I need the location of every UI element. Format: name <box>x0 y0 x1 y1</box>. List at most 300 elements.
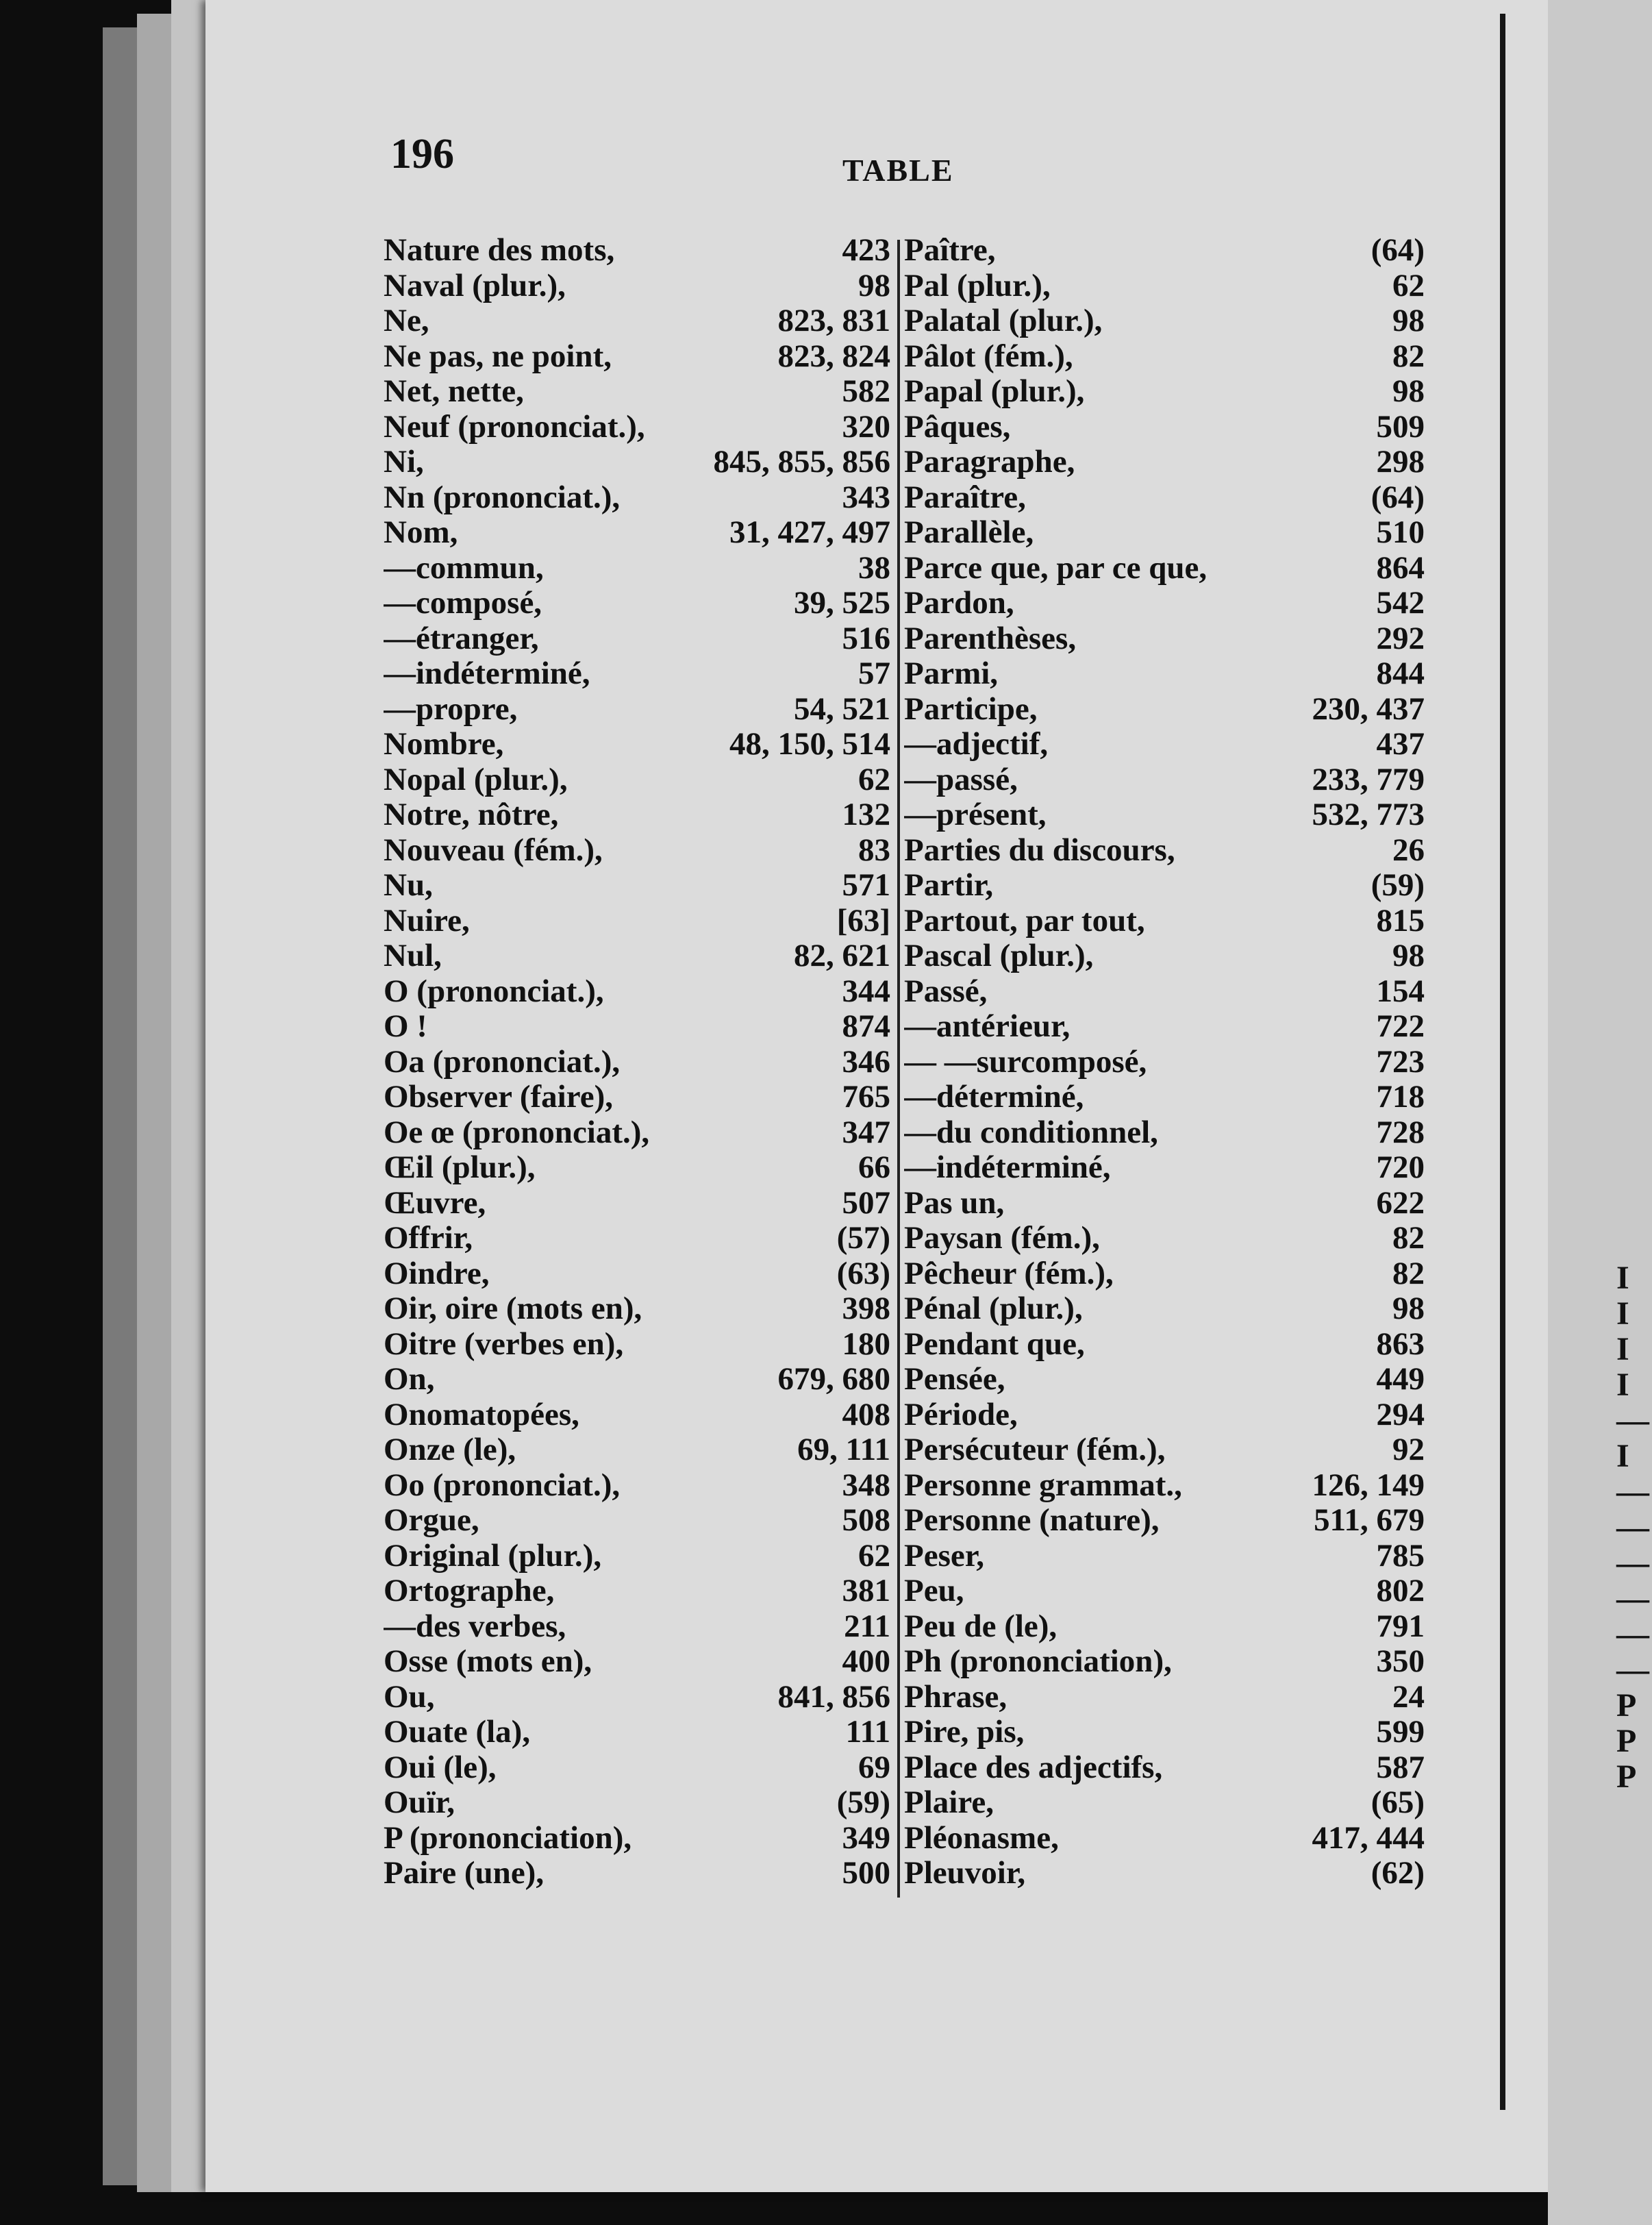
index-entry <box>384 727 890 762</box>
page-number: 196 <box>390 131 454 177</box>
entry-term: — —surcomposé, <box>904 1044 1147 1080</box>
entry-term: Papal (plur.), <box>904 374 1085 409</box>
entry-term: Oo (prononciat.), <box>384 1467 621 1503</box>
entry-reference: 845, 855, 856 <box>713 444 890 480</box>
entry-term: Pâques, <box>904 409 1011 445</box>
entry-reference: 728 <box>1376 1114 1425 1150</box>
fragment-glyph: — <box>1616 1402 1649 1439</box>
entry-term: Nopal (plur.), <box>384 762 568 797</box>
entry-term: —du conditionnel, <box>904 1115 1158 1150</box>
entry-term: Nu, <box>384 868 433 903</box>
entry-reference: 82, 621 <box>794 938 890 973</box>
entry-term: Pascal (plur.), <box>904 939 1094 973</box>
index-left-column <box>384 233 890 1891</box>
entry-term: On, <box>384 1362 435 1397</box>
index-entry <box>904 1750 1425 1786</box>
index-entry <box>384 974 890 1010</box>
fragment-glyph: — <box>1616 1474 1649 1510</box>
index-entry <box>384 1115 890 1151</box>
entry-reference: 500 <box>842 1855 890 1891</box>
index-entry <box>904 1644 1425 1680</box>
entry-term: Pas un, <box>904 1185 1005 1221</box>
index-entry <box>384 1397 890 1433</box>
entry-term: Ouate (la), <box>384 1715 531 1750</box>
entry-term: Observer (faire), <box>384 1080 613 1115</box>
entry-reference: 449 <box>1376 1361 1425 1397</box>
entry-reference: 874 <box>842 1008 890 1044</box>
index-entry <box>384 904 890 939</box>
index-entry <box>904 833 1425 869</box>
entry-term: Partir, <box>904 868 994 903</box>
entry-reference: (59) <box>1371 867 1425 903</box>
index-entry <box>384 1644 890 1680</box>
entry-reference: 509 <box>1376 408 1425 445</box>
entry-term: Original (plur.), <box>384 1538 602 1574</box>
index-entry <box>904 233 1425 269</box>
entry-term: Pensée, <box>904 1362 1005 1397</box>
entry-reference: 211 <box>844 1608 890 1644</box>
index-entry <box>384 374 890 410</box>
entry-term: Ne, <box>384 303 429 338</box>
page-title: TABLE <box>842 153 954 188</box>
entry-term: Œil (plur.), <box>384 1150 536 1185</box>
entry-term: Place des adjectifs, <box>904 1750 1163 1785</box>
entry-reference: 294 <box>1376 1396 1425 1432</box>
index-entry <box>904 1362 1425 1397</box>
index-entry <box>904 762 1425 798</box>
entry-reference: 765 <box>842 1079 890 1115</box>
entry-term: Oe œ (prononciat.), <box>384 1115 650 1150</box>
entry-reference: 802 <box>1376 1573 1425 1608</box>
entry-reference: 864 <box>1376 549 1425 586</box>
index-entry <box>384 339 890 375</box>
index-entry <box>384 515 890 551</box>
entry-reference: 582 <box>842 373 890 409</box>
entry-reference: 126, 149 <box>1312 1467 1425 1503</box>
fragment-glyph: — <box>1616 1652 1649 1688</box>
index-entry <box>384 445 890 480</box>
entry-term: Onze (le), <box>384 1432 516 1467</box>
index-entry <box>384 1574 890 1609</box>
entry-reference: 400 <box>842 1643 890 1679</box>
entry-reference: 180 <box>842 1326 890 1362</box>
entry-term: Pardon, <box>904 586 1014 621</box>
entry-reference: 349 <box>842 1819 890 1856</box>
entry-reference: 320 <box>842 408 890 445</box>
index-entry <box>384 939 890 974</box>
fragment-glyph: P <box>1616 1687 1637 1724</box>
entry-term: Nom, <box>384 515 458 550</box>
index-entry <box>384 1256 890 1292</box>
entry-reference: 62 <box>858 1537 890 1574</box>
entry-term: Nul, <box>384 939 442 973</box>
entry-reference: 69 <box>858 1749 890 1785</box>
index-entry <box>904 621 1425 657</box>
entry-reference: 815 <box>1376 902 1425 939</box>
index-entry <box>384 586 890 621</box>
index-entry <box>904 656 1425 692</box>
index-entry <box>904 1821 1425 1856</box>
entry-term: —des verbes, <box>384 1608 566 1644</box>
entry-term: Peser, <box>904 1538 985 1574</box>
entry-reference: 62 <box>1392 267 1425 303</box>
entry-reference: 92 <box>1392 1432 1425 1467</box>
entry-term: Paraître, <box>904 480 1026 515</box>
index-entry <box>904 374 1425 410</box>
entry-term: Parties du discours, <box>904 832 1175 868</box>
index-entry <box>904 797 1425 833</box>
index-entry <box>384 1468 890 1504</box>
entry-reference: 844 <box>1376 656 1425 691</box>
entry-reference: 347 <box>842 1114 890 1150</box>
entry-term: Pénal (plur.), <box>904 1291 1083 1326</box>
index-entry <box>904 1150 1425 1186</box>
index-entry <box>384 551 890 586</box>
entry-reference: (62) <box>1371 1855 1425 1891</box>
fragment-glyph: — <box>1616 1616 1649 1652</box>
index-entry <box>904 1327 1425 1363</box>
entry-reference: 722 <box>1376 1008 1425 1044</box>
index-entry <box>904 1609 1425 1645</box>
entry-term: Palatal (plur.), <box>904 303 1103 338</box>
index-entry <box>904 480 1425 516</box>
fragment-glyph: P <box>1616 1758 1637 1795</box>
entry-term: Ni, <box>384 445 424 480</box>
entry-term: —déterminé, <box>904 1080 1084 1115</box>
index-entry <box>904 1468 1425 1504</box>
index-entry <box>384 1715 890 1750</box>
gutter-line <box>1500 14 1505 2110</box>
entry-reference: 841, 856 <box>777 1678 890 1715</box>
entry-reference: 344 <box>842 973 890 1009</box>
entry-reference: (65) <box>1371 1785 1425 1820</box>
next-page-edge <box>1548 0 1652 2225</box>
entry-reference: 298 <box>1376 444 1425 480</box>
entry-term: Période, <box>904 1397 1018 1432</box>
index-entry <box>904 974 1425 1010</box>
index-entry <box>384 1821 890 1856</box>
entry-term: —antérieur, <box>904 1009 1071 1044</box>
index-entry <box>904 410 1425 445</box>
index-entry <box>384 1080 890 1115</box>
index-entry <box>384 1432 890 1468</box>
entry-term: Persécuteur (fém.), <box>904 1432 1166 1467</box>
entry-term: Ne pas, ne point, <box>384 338 612 374</box>
next-page-fragments <box>1616 1260 1652 1795</box>
index-entry <box>904 1785 1425 1821</box>
index-entry <box>904 1045 1425 1080</box>
entry-reference: 863 <box>1376 1326 1425 1362</box>
entry-reference: 622 <box>1376 1184 1425 1221</box>
entry-reference: (63) <box>836 1255 890 1291</box>
entry-term: —étranger, <box>384 621 539 656</box>
index-entry <box>904 1256 1425 1292</box>
entry-term: Oa (prononciat.), <box>384 1044 621 1080</box>
index-entry <box>904 551 1425 586</box>
entry-term: Paire (une), <box>384 1856 545 1891</box>
entry-reference: 111 <box>845 1714 890 1750</box>
entry-term: Oui (le), <box>384 1750 497 1785</box>
entry-reference: 542 <box>1376 585 1425 621</box>
entry-reference: 408 <box>842 1396 890 1432</box>
entry-term: Naval (plur.), <box>384 268 566 303</box>
entry-reference: 24 <box>1392 1678 1425 1715</box>
fragment-glyph: — <box>1616 1545 1649 1581</box>
index-entry <box>384 1680 890 1715</box>
entry-term: Paysan (fém.), <box>904 1221 1100 1256</box>
entry-term: Peu, <box>904 1574 964 1608</box>
entry-reference: 723 <box>1376 1043 1425 1080</box>
index-entry <box>904 1291 1425 1327</box>
index-entry <box>904 1397 1425 1433</box>
entry-reference: 82 <box>1392 338 1425 374</box>
index-entry <box>904 586 1425 621</box>
entry-term: Paître, <box>904 233 996 268</box>
index-entry <box>384 692 890 728</box>
entry-term: Nuire, <box>384 903 470 939</box>
entry-reference: 83 <box>858 832 890 868</box>
index-entry <box>904 1432 1425 1468</box>
entry-reference: 507 <box>842 1184 890 1221</box>
entry-reference: 346 <box>842 1043 890 1080</box>
entry-term: Parallèle, <box>904 515 1034 550</box>
fragment-glyph: I <box>1616 1367 1629 1403</box>
entry-term: P (prononciation), <box>384 1820 632 1856</box>
index-entry <box>904 1080 1425 1115</box>
entry-term: Plaire, <box>904 1785 994 1820</box>
entry-reference: 154 <box>1376 973 1425 1009</box>
entry-reference: 98 <box>1392 303 1425 338</box>
index-entry <box>384 656 890 692</box>
entry-reference: 62 <box>858 761 890 797</box>
fragment-glyph: P <box>1616 1723 1637 1759</box>
index-entry <box>384 1045 890 1080</box>
index-entry <box>384 480 890 516</box>
entry-term: Orgue, <box>384 1503 479 1538</box>
entry-reference: 532, 773 <box>1312 797 1425 832</box>
entry-term: Pal (plur.), <box>904 268 1051 303</box>
entry-term: Osse (mots en), <box>384 1644 592 1679</box>
index-entry <box>904 1115 1425 1151</box>
entry-term: Pendant que, <box>904 1326 1085 1362</box>
entry-term: O ! <box>384 1009 427 1044</box>
entry-term: —propre, <box>384 691 518 727</box>
entry-term: O (prononciat.), <box>384 973 604 1009</box>
entry-term: Personne (nature), <box>904 1503 1160 1538</box>
entry-reference: 233, 779 <box>1312 761 1425 797</box>
index-entry <box>904 1186 1425 1221</box>
fragment-glyph: I <box>1616 1295 1629 1332</box>
entry-term: Personne grammat., <box>904 1467 1182 1503</box>
index-entry <box>384 1539 890 1574</box>
entry-reference: 38 <box>858 549 890 586</box>
entry-reference: 511, 679 <box>1314 1502 1425 1538</box>
entry-reference: 398 <box>842 1291 890 1326</box>
entry-reference: (64) <box>1371 479 1425 515</box>
index-entry <box>904 1680 1425 1715</box>
entry-term: Nombre, <box>384 727 504 762</box>
entry-term: —commun, <box>384 550 544 586</box>
index-entry <box>384 1609 890 1645</box>
entry-term: Nn (prononciat.), <box>384 480 621 515</box>
column-divider <box>897 240 900 1898</box>
entry-term: Pêcheur (fém.), <box>904 1256 1114 1291</box>
index-entry <box>384 1291 890 1327</box>
entry-term: Pléonasme, <box>904 1820 1059 1856</box>
entry-reference: 66 <box>858 1149 890 1185</box>
entry-term: Oitre (verbes en), <box>384 1326 624 1362</box>
entry-term: —indéterminé, <box>384 656 590 691</box>
entry-reference: 350 <box>1376 1643 1425 1679</box>
entry-term: Onomatopées, <box>384 1397 579 1432</box>
entry-reference: 510 <box>1376 514 1425 550</box>
entry-reference: (59) <box>836 1785 890 1820</box>
index-right-column <box>904 233 1425 1891</box>
entry-term: Phrase, <box>904 1679 1008 1715</box>
entry-reference: 98 <box>1392 1291 1425 1326</box>
entry-term: Paragraphe, <box>904 445 1075 480</box>
entry-reference: 31, 427, 497 <box>729 514 890 550</box>
entry-reference: 98 <box>858 267 890 303</box>
entry-term: Parce que, par ce que, <box>904 550 1207 586</box>
index-entry <box>384 1221 890 1256</box>
entry-term: Net, nette, <box>384 374 524 409</box>
entry-term: —composé, <box>384 586 542 621</box>
index-entry <box>384 1327 890 1363</box>
entry-reference: 230, 437 <box>1312 691 1425 727</box>
index-entry <box>384 1150 890 1186</box>
index-entry <box>904 1856 1425 1891</box>
index-entry <box>384 621 890 657</box>
entry-reference: 718 <box>1376 1079 1425 1115</box>
entry-term: Ou, <box>384 1679 435 1715</box>
entry-term: Parenthèses, <box>904 621 1077 656</box>
index-entry <box>384 833 890 869</box>
entry-reference: 348 <box>842 1467 890 1503</box>
index-entry <box>384 269 890 304</box>
entry-reference: 516 <box>842 620 890 656</box>
entry-term: Ph (prononciation), <box>904 1644 1172 1679</box>
entry-term: Partout, par tout, <box>904 903 1145 939</box>
index-entry <box>384 1785 890 1821</box>
index-entry <box>904 868 1425 904</box>
entry-term: Parmi, <box>904 656 999 691</box>
entry-reference: 82 <box>1392 1255 1425 1291</box>
fragment-glyph: I <box>1616 1331 1629 1367</box>
index-entry <box>904 1503 1425 1539</box>
index-entry <box>904 1221 1425 1256</box>
entry-reference: 69, 111 <box>797 1432 890 1467</box>
index-entry <box>384 303 890 339</box>
entry-term: Pâlot (fém.), <box>904 338 1073 374</box>
entry-reference: (64) <box>1371 232 1425 268</box>
index-entry <box>384 1503 890 1539</box>
index-entry <box>384 410 890 445</box>
entry-term: Neuf (prononciat.), <box>384 409 645 445</box>
entry-term: Oir, oire (mots en), <box>384 1291 642 1326</box>
entry-reference: 132 <box>842 797 890 832</box>
fragment-glyph: — <box>1616 1580 1649 1617</box>
entry-term: —indéterminé, <box>904 1150 1111 1185</box>
entry-reference: 54, 521 <box>794 691 890 727</box>
index-entry <box>904 445 1425 480</box>
entry-reference: [63] <box>836 902 890 939</box>
entry-reference: 679, 680 <box>777 1361 890 1397</box>
entry-reference: 82 <box>1392 1220 1425 1256</box>
entry-term: Passé, <box>904 973 988 1009</box>
index-entry <box>384 1750 890 1786</box>
entry-reference: 57 <box>858 656 890 691</box>
index-entry <box>904 904 1425 939</box>
index-entry <box>904 1574 1425 1609</box>
entry-reference: 785 <box>1376 1537 1425 1574</box>
entry-term: Participe, <box>904 691 1038 727</box>
entry-reference: 98 <box>1392 373 1425 409</box>
entry-reference: 720 <box>1376 1149 1425 1185</box>
index-entry <box>904 692 1425 728</box>
entry-reference: 417, 444 <box>1312 1819 1425 1856</box>
entry-term: Ortographe, <box>384 1574 555 1608</box>
fragment-glyph: I <box>1616 1438 1629 1474</box>
index-entry <box>904 1009 1425 1045</box>
entry-term: Notre, nôtre, <box>384 797 559 832</box>
index-entry <box>904 515 1425 551</box>
entry-term: Peu de (le), <box>904 1608 1057 1644</box>
fragment-glyph: I <box>1616 1260 1629 1296</box>
entry-reference: 571 <box>842 867 890 903</box>
entry-reference: 437 <box>1376 726 1425 762</box>
index-entry <box>384 797 890 833</box>
entry-reference: 292 <box>1376 620 1425 656</box>
entry-reference: 39, 525 <box>794 585 890 621</box>
fragment-glyph: — <box>1616 1509 1649 1545</box>
entry-reference: 98 <box>1392 938 1425 973</box>
entry-term: —passé, <box>904 762 1018 797</box>
entry-term: —adjectif, <box>904 727 1049 762</box>
entry-reference: 26 <box>1392 832 1425 868</box>
entry-reference: 587 <box>1376 1749 1425 1785</box>
entry-term: Oindre, <box>384 1256 490 1291</box>
index-entry <box>904 269 1425 304</box>
entry-reference: (57) <box>836 1220 890 1256</box>
index-entry <box>904 939 1425 974</box>
index-entry <box>904 1539 1425 1574</box>
index-entry <box>904 727 1425 762</box>
index-entry <box>384 868 890 904</box>
entry-reference: 508 <box>842 1502 890 1538</box>
entry-reference: 343 <box>842 479 890 515</box>
index-entry <box>904 339 1425 375</box>
index-entry <box>904 1715 1425 1750</box>
entry-term: Pire, pis, <box>904 1715 1025 1750</box>
entry-term: Pleuvoir, <box>904 1856 1026 1891</box>
entry-reference: 381 <box>842 1573 890 1608</box>
entry-term: Œuvre, <box>384 1185 486 1221</box>
entry-term: —présent, <box>904 797 1047 832</box>
entry-term: Nouveau (fém.), <box>384 832 603 868</box>
index-entry <box>384 1009 890 1045</box>
entry-term: Offrir, <box>384 1221 473 1256</box>
entry-reference: 823, 831 <box>777 303 890 338</box>
index-entry <box>384 233 890 269</box>
index-entry <box>904 303 1425 339</box>
index-entry <box>384 1362 890 1397</box>
entry-reference: 823, 824 <box>777 338 890 374</box>
index-entry <box>384 1186 890 1221</box>
entry-term: Nature des mots, <box>384 233 615 268</box>
entry-reference: 599 <box>1376 1714 1425 1750</box>
entry-reference: 48, 150, 514 <box>729 726 890 762</box>
